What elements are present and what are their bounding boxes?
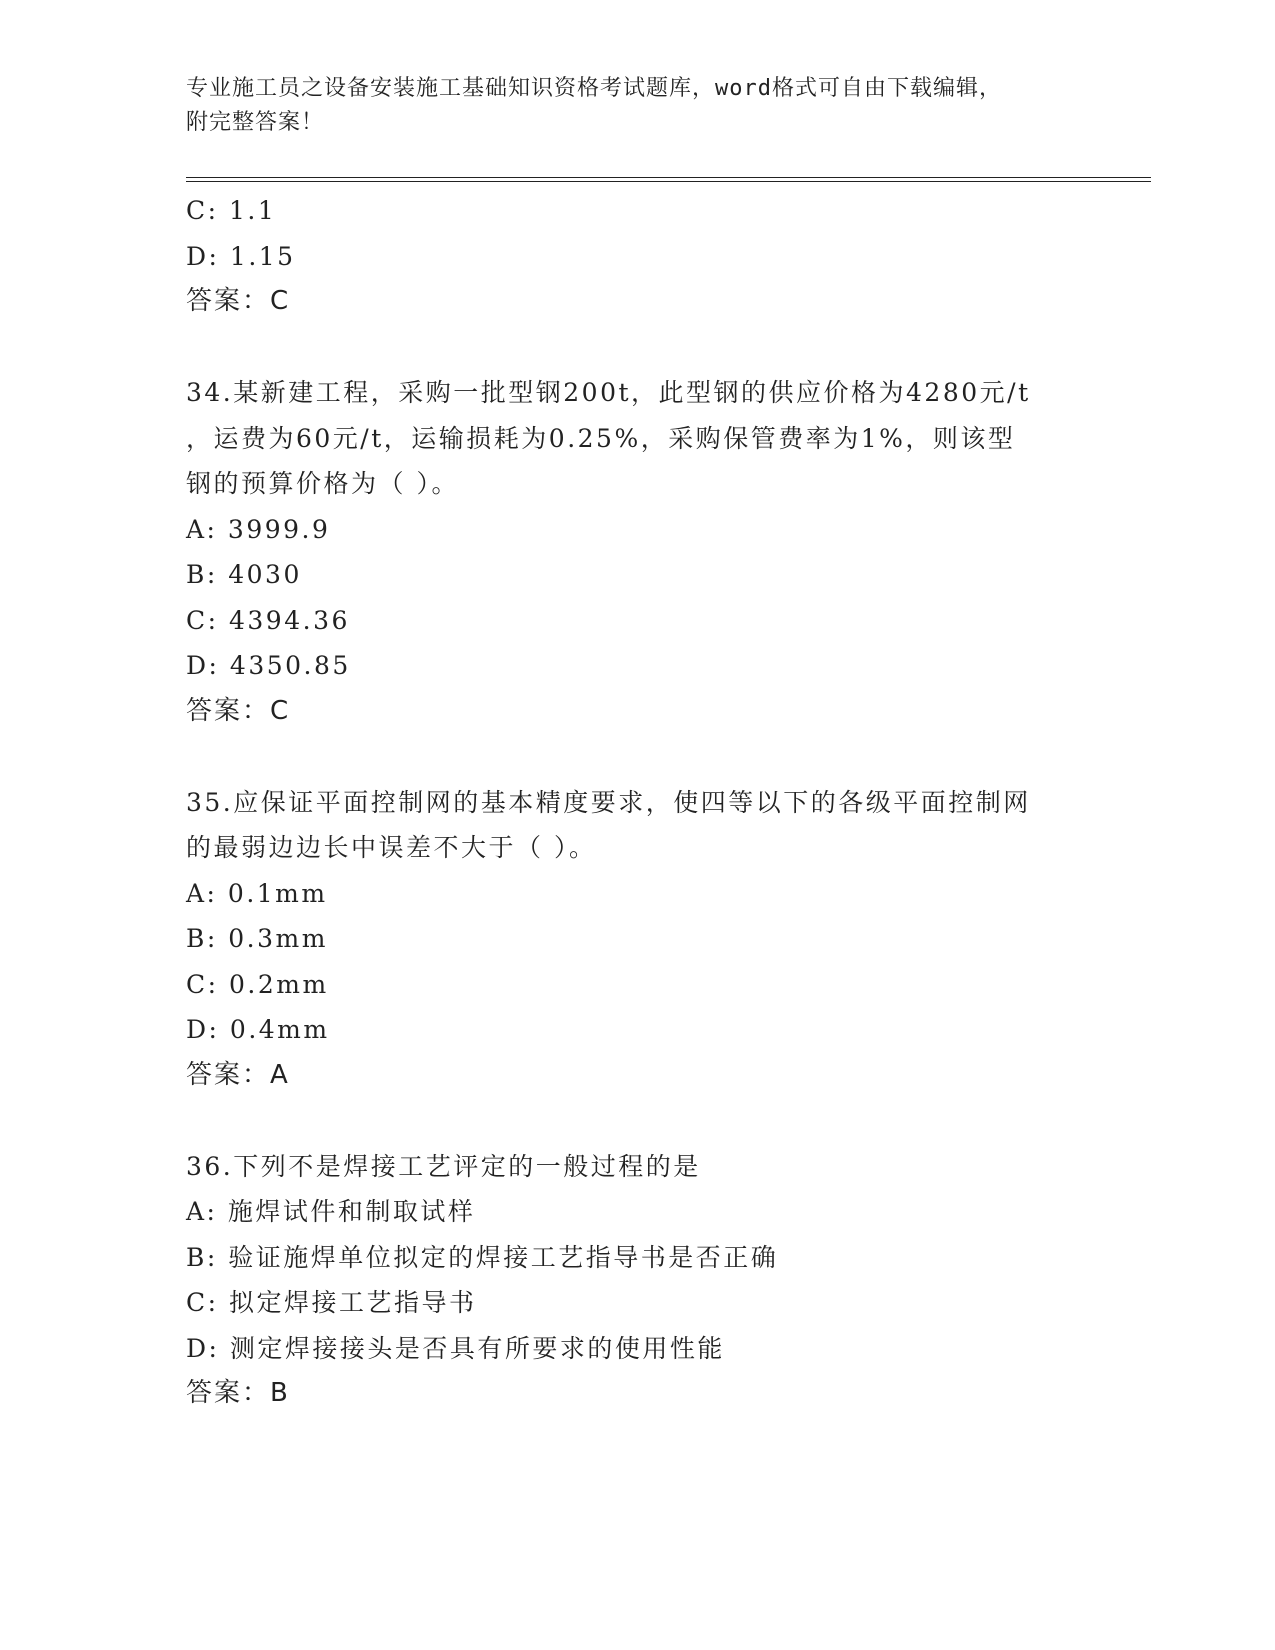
answer-line: 答案：B [186, 1378, 290, 1408]
option-a: A: 施焊试件和制取试样 [186, 1197, 476, 1226]
question-34 [186, 370, 1086, 734]
option-b: B: 4030 [186, 560, 302, 589]
question-35 [186, 780, 1086, 1099]
answer-line: 答案：C [186, 695, 291, 726]
option-c: C: 拟定焊接工艺指导书 [186, 1288, 477, 1317]
answer-line: 答案：C [186, 286, 291, 316]
question-text [186, 370, 1086, 507]
question-text [186, 1144, 1086, 1190]
question-text [186, 780, 1086, 871]
question-text-line: 35.应保证平面控制网的基本精度要求，使四等以下的各级平面控制网 [186, 787, 1031, 817]
option-c: C: 1.1 [186, 196, 277, 225]
question-36 [186, 1144, 1086, 1417]
option-d: D: 1.15 [186, 241, 296, 271]
option-b: B: 验证施焊单位拟定的焊接工艺指导书是否正确 [186, 1242, 779, 1272]
question-text-line: 36.下列不是焊接工艺评定的一般过程的是 [186, 1151, 701, 1181]
question-text-line: 34.某新建工程，采购一批型钢200t，此型钢的供应价格为4280元/t [186, 378, 1031, 407]
continued-question [186, 188, 1086, 325]
option-c: C: 4394.36 [186, 605, 350, 635]
spacer [186, 734, 1086, 780]
option-b: B: 0.3mm [186, 924, 328, 953]
document-header [186, 72, 1086, 140]
question-text-line: 钢的预算价格为（ ）。 [186, 469, 459, 498]
option-d: D: 0.4mm [186, 1015, 330, 1044]
header-divider-top [186, 177, 1151, 178]
header-line-2: 附完整答案！ [186, 110, 325, 135]
answer-line: 答案：A [186, 1059, 290, 1090]
option-a: A: 3999.9 [186, 514, 331, 544]
spacer [186, 325, 1086, 371]
option-a: A: 0.1mm [186, 878, 328, 908]
option-d: D: 测定焊接接头是否具有所要求的使用性能 [186, 1333, 725, 1363]
spacer [186, 1098, 1086, 1144]
question-text-line: ，运费为60元/t，运输损耗为0.25%，采购保管费率为1%，则该型 [186, 423, 1016, 453]
header-line-1: 专业施工员之设备安装施工基础知识资格考试题库，word格式可自由下载编辑， [186, 76, 1002, 101]
option-d: D: 4350.85 [186, 651, 351, 680]
option-c: C: 0.2mm [186, 969, 329, 999]
question-list [186, 188, 1086, 1417]
question-text-line: 的最弱边边长中误差不大于（ ）。 [186, 833, 597, 862]
header-divider-bottom [186, 181, 1151, 182]
